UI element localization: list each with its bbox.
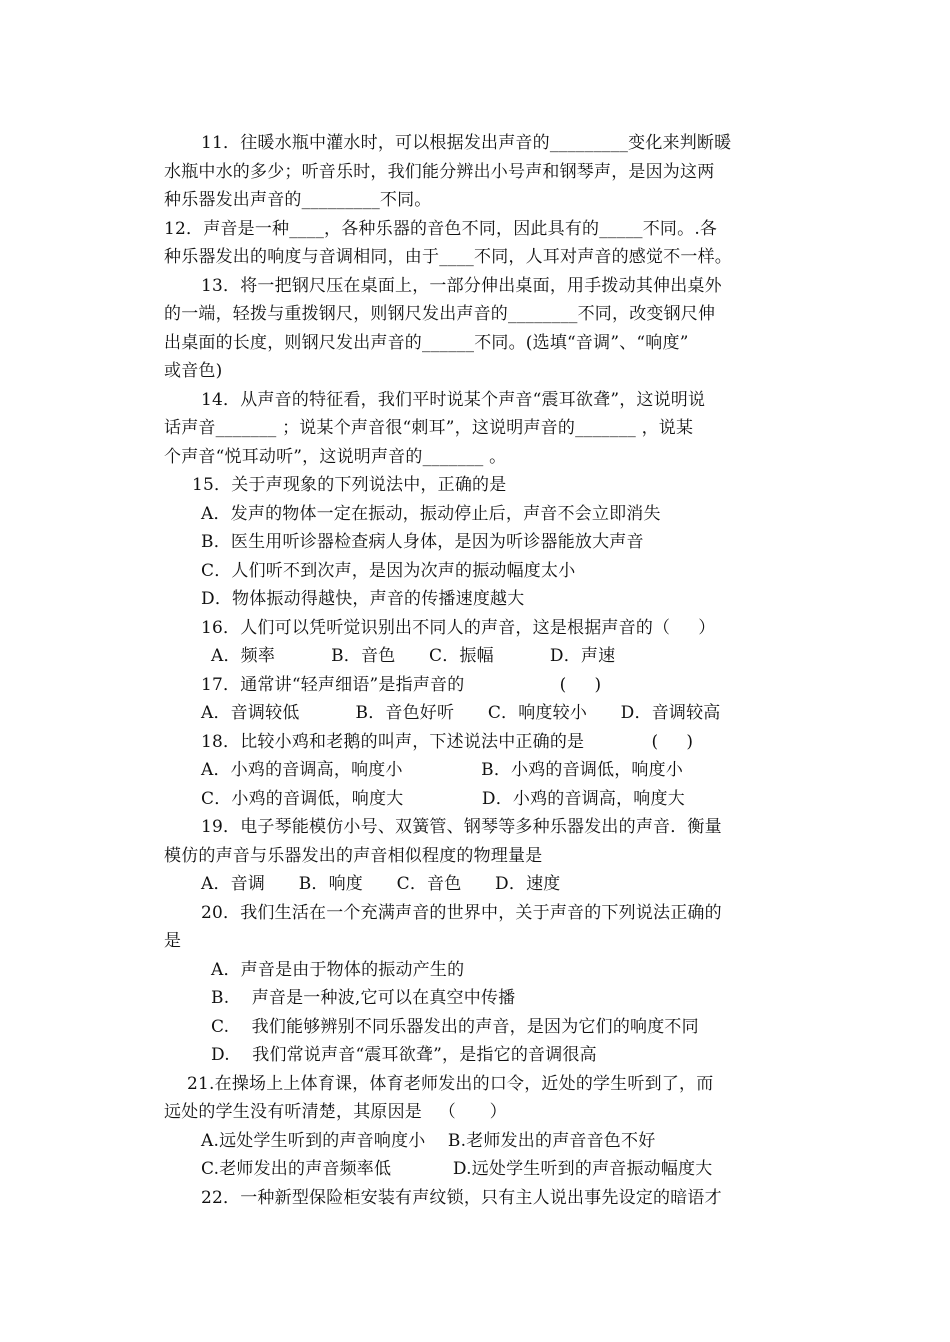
text-line: 20．我们生活在一个充满声音的世界中，关于声音的下列说法正确的 [201,903,722,923]
text-line: 的一端，轻拨与重拨钢尺，则钢尺发出声音的________不同，改变钢尺伸 [164,304,716,324]
text-line: D. 我们常说声音“震耳欲聋”，是指它的音调很高 [211,1045,597,1065]
text-line: 22．一种新型保险柜安装有声纹锁，只有主人说出事先设定的暗语才 [201,1188,722,1208]
text-line: 19．电子琴能模仿小号、双簧管、钢琴等多种乐器发出的声音．衡量 [201,817,722,837]
text-line: 话声音_______ ；说某个声音很“刺耳”，这说明声音的_______ ，说某 [164,418,694,438]
text-line: A．发声的物体一定在振动，振动停止后，声音不会立即消失 [201,504,661,524]
text-line: A．音调 B．响度 C．音色 D．速度 [201,874,561,894]
text-line: 11．往暖水瓶中灌水时，可以根据发出声音的_________变化来判断暖 [201,133,732,153]
text-line: 或音色) [164,361,223,381]
text-line: 16．人们可以凭听觉识别出不同人的声音，这是根据声音的（ ） [201,618,716,638]
text-line: C.老师发出的声音频率低 D.远处学生听到的声音振动幅度大 [201,1159,713,1179]
text-line: A．小鸡的音调高，响度小 B．小鸡的音调低，响度小 [201,760,684,780]
text-line: C．人们听不到次声，是因为次声的振动幅度太小 [201,561,576,581]
text-line: 是 [164,931,182,951]
text-line: 水瓶中水的多少；听音乐时，我们能分辨出小号声和钢琴声，是因为这两 [164,162,715,182]
text-line: 15．关于声现象的下列说法中，正确的是 [192,475,507,495]
text-line: 出桌面的长度，则钢尺发出声音的______不同。(选填“音调”、“响度” [164,333,689,353]
text-line: A.远处学生听到的声音响度小 B.老师发出的声音音色不好 [201,1131,656,1151]
text-line: C．小鸡的音调低，响度大 D．小鸡的音调高，响度大 [201,789,685,809]
text-line: 个声音“悦耳动听”，这说明声音的_______ 。 [164,447,507,467]
text-line: 13．将一把钢尺压在桌面上，一部分伸出桌面，用手拨动其伸出桌外 [201,276,722,296]
text-line: A．声音是由于物体的振动产生的 [211,960,465,980]
text-line: 模仿的声音与乐器发出的声音相似程度的物理量是 [164,846,543,866]
text-line: 种乐器发出的响度与音调相同，由于____不同，人耳对声音的感觉不一样。 [164,247,732,267]
text-line: A．音调较低 B．音色好听 C．响度较小 D．音调较高 [201,703,721,723]
text-line: A．频率 B．音色 C．振幅 D．声速 [211,646,616,666]
text-line: 14．从声音的特征看，我们平时说某个声音“震耳欲聋”，这说明说 [201,390,706,410]
text-line: B．医生用听诊器检查病人身体，是因为听诊器能放大声音 [201,532,644,552]
text-line: C. 我们能够辨别不同乐器发出的声音，是因为它们的响度不同 [211,1017,699,1037]
text-line: 远处的学生没有听清楚，其原因是 （ ） [164,1102,507,1122]
text-line: 种乐器发出声音的_________不同。 [164,190,432,210]
text-line: 18．比较小鸡和老鹅的叫声，下述说法中正确的是 ( ) [201,732,694,752]
text-line: 17．通常讲“轻声细语”是指声音的 ( ) [201,675,602,695]
text-line: 21.在操场上上体育课，体育老师发出的口令，近处的学生听到了，而 [187,1074,714,1094]
text-line: 12．声音是一种____，各种乐器的音色不同，因此具有的_____不同。.各 [164,219,718,239]
text-line: B. 声音是一种波,它可以在真空中传播 [211,988,516,1008]
text-line: D．物体振动得越快，声音的传播速度越大 [201,589,525,609]
